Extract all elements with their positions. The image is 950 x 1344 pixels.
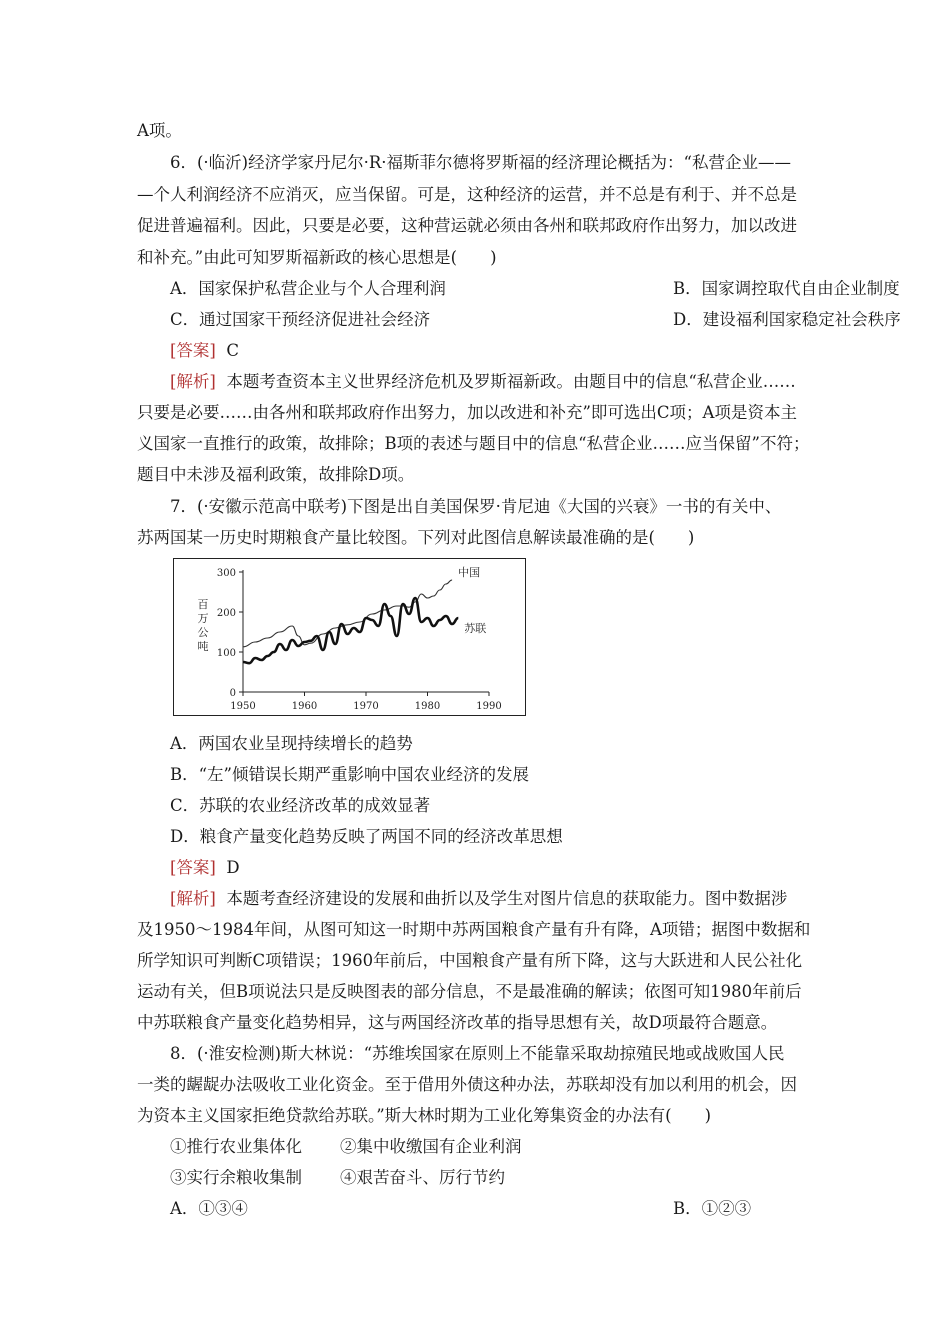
y-axis-label-char: 百 <box>197 598 209 611</box>
q6-stem-line-3: 促进普遍福利。因此，只要是必要，这种营运就必须由各州和联邦政府作出努力，加以改进 <box>137 216 797 235</box>
x-tick-label: 1980 <box>414 701 441 712</box>
y-tick-label: 100 <box>216 648 236 659</box>
q6-stem-line-4: 和补充。”由此可知罗斯福新政的核心思想是( ) <box>137 248 497 267</box>
q6-option-row-2 <box>170 309 901 331</box>
q8-stem-line-1: 8．(·淮安检测)斯大林说：“苏维埃国家在原则上不能靠采取劫掠殖民地或战败国人民 <box>170 1044 785 1063</box>
q8-option-a: A．①③④ <box>170 1199 248 1218</box>
q8-option-row-1 <box>170 1198 850 1220</box>
q8-item-1: ①推行农业集体化 <box>170 1137 302 1156</box>
q6-option-a: A．国家保护私营企业与个人合理利润 <box>170 279 446 298</box>
q6-stem-line-2: —个人利润经济不应消灭，应当保留。可是，这种经济的运营，并不总是有利于、并不总是 <box>137 185 797 204</box>
x-tick-label: 1970 <box>353 701 379 712</box>
q7-option-a: A．两国农业呈现持续增长的趋势 <box>170 734 413 753</box>
y-tick-label: 300 <box>216 568 236 579</box>
y-axis-label-char: 万 <box>197 612 209 625</box>
series-label-china: 中国 <box>458 566 481 579</box>
q7-analysis-line-2: 及1950～1984年间，从图可知这一时期中苏两国粮食产量有升有降，A项错；据图中数据和 <box>137 920 811 939</box>
q6-option-d: D．建设福利国家稳定社会秩序 <box>673 310 901 329</box>
q6-option-row-1 <box>170 278 900 300</box>
q6-answer <box>170 340 850 362</box>
q8-items-row-2 <box>170 1167 850 1189</box>
q8-item-2: ②集中收缴国有企业利润 <box>340 1137 522 1156</box>
q7-analysis-text-1: 本题考查经济建设的发展和曲折以及学生对图片信息的获取能力。图中数据涉 <box>226 889 788 908</box>
q6-analysis-line-1 <box>170 371 850 393</box>
q6-analysis-text-1: 本题考查资本主义世界经济危机及罗斯福新政。由题目中的信息“私营企业…… <box>226 372 796 391</box>
q7-option-d: D．粮食产量变化趋势反映了两国不同的经济改革思想 <box>170 827 563 846</box>
q7-analysis-line-4: 运动有关，但B项说法只是反映图表的部分信息，不是最准确的解读；依图可知1980年前后 <box>137 982 802 1001</box>
y-tick-label: 200 <box>216 608 236 619</box>
x-tick-label: 1990 <box>476 701 502 712</box>
series-label-ussr: 苏联 <box>464 622 487 635</box>
q6-analysis-line-3: 义国家一直推行的政策，故排除；B项的表述与题目中的信息“私营企业……应当保留”不符； <box>137 434 810 453</box>
y-axis-label-char: 吨 <box>197 640 209 653</box>
q7-option-c: C．苏联的农业经济改革的成效显著 <box>170 796 431 815</box>
q8-item-3: ③实行余粮收集制 <box>170 1168 302 1187</box>
q7-analysis-line-3: 所学知识可判断C项错误；1960年前后，中国粮食产量有所下降，这与大跃进和人民公社化 <box>137 951 803 970</box>
q8-item-4: ④艰苦奋斗、厉行节约 <box>340 1168 505 1187</box>
q7-option-b: B．“左”倾错误长期严重影响中国农业经济的发展 <box>170 765 529 784</box>
q7-answer-value: D <box>226 858 240 877</box>
q8-option-b: B．①②③ <box>673 1199 752 1218</box>
q6-analysis-line-4: 题目中未涉及福利政策，故排除D项。 <box>137 465 415 484</box>
q6-answer-value: C <box>226 341 239 360</box>
q6-stem-line-1: 6．(·临沂)经济学家丹尼尔·R·福斯菲尔德将罗斯福的经济理论概括为：“私营企业—— <box>170 153 791 172</box>
q7-stem-line-2: 苏两国某一历史时期粮食产量比较图。下列对此图信息解读最准确的是( ) <box>137 528 695 547</box>
q6-analysis-line-2: 只要是必要……由各州和联邦政府作出努力，加以改进和补充”即可选出C项；A项是资本主 <box>137 403 797 422</box>
x-tick-label: 1950 <box>230 701 256 712</box>
x-tick-label: 1960 <box>291 701 318 712</box>
q8-stem-line-2: 一类的龌龊办法吸收工业化资金。至于借用外债这种办法，苏联却没有加以利用的机会，因 <box>137 1075 797 1094</box>
q7-answer-tag: [答案] <box>170 858 216 877</box>
y-tick-label: 0 <box>229 688 236 699</box>
q7-stem-line-1: 7．(·安徽示范高中联考)下图是出自美国保罗·肯尼迪《大国的兴衰》一书的有关中、 <box>170 497 782 516</box>
q7-analysis-line-1 <box>170 888 850 910</box>
grain-output-chart <box>173 558 526 716</box>
q6-option-b: B．国家调控取代自由企业制度 <box>673 279 900 298</box>
q8-items-row-1 <box>170 1136 850 1158</box>
q7-analysis-tag: [解析] <box>170 889 216 908</box>
q6-analysis-tag: [解析] <box>170 372 216 391</box>
q6-option-c: C．通过国家干预经济促进社会经济 <box>170 310 431 329</box>
q6-answer-tag: [答案] <box>170 341 216 360</box>
q7-analysis-line-5: 中苏联粮食产量变化趋势相异，这与两国经济改革的指导思想有关，故D项最符合题意。 <box>137 1013 778 1032</box>
chart-svg <box>173 558 526 716</box>
q5-tail: A项。 <box>137 121 182 140</box>
q8-stem-line-3: 为资本主义国家拒绝贷款给苏联。”斯大林时期为工业化筹集资金的办法有( ) <box>137 1106 712 1125</box>
q7-answer <box>170 857 850 879</box>
y-axis-label-char: 公 <box>197 626 209 639</box>
